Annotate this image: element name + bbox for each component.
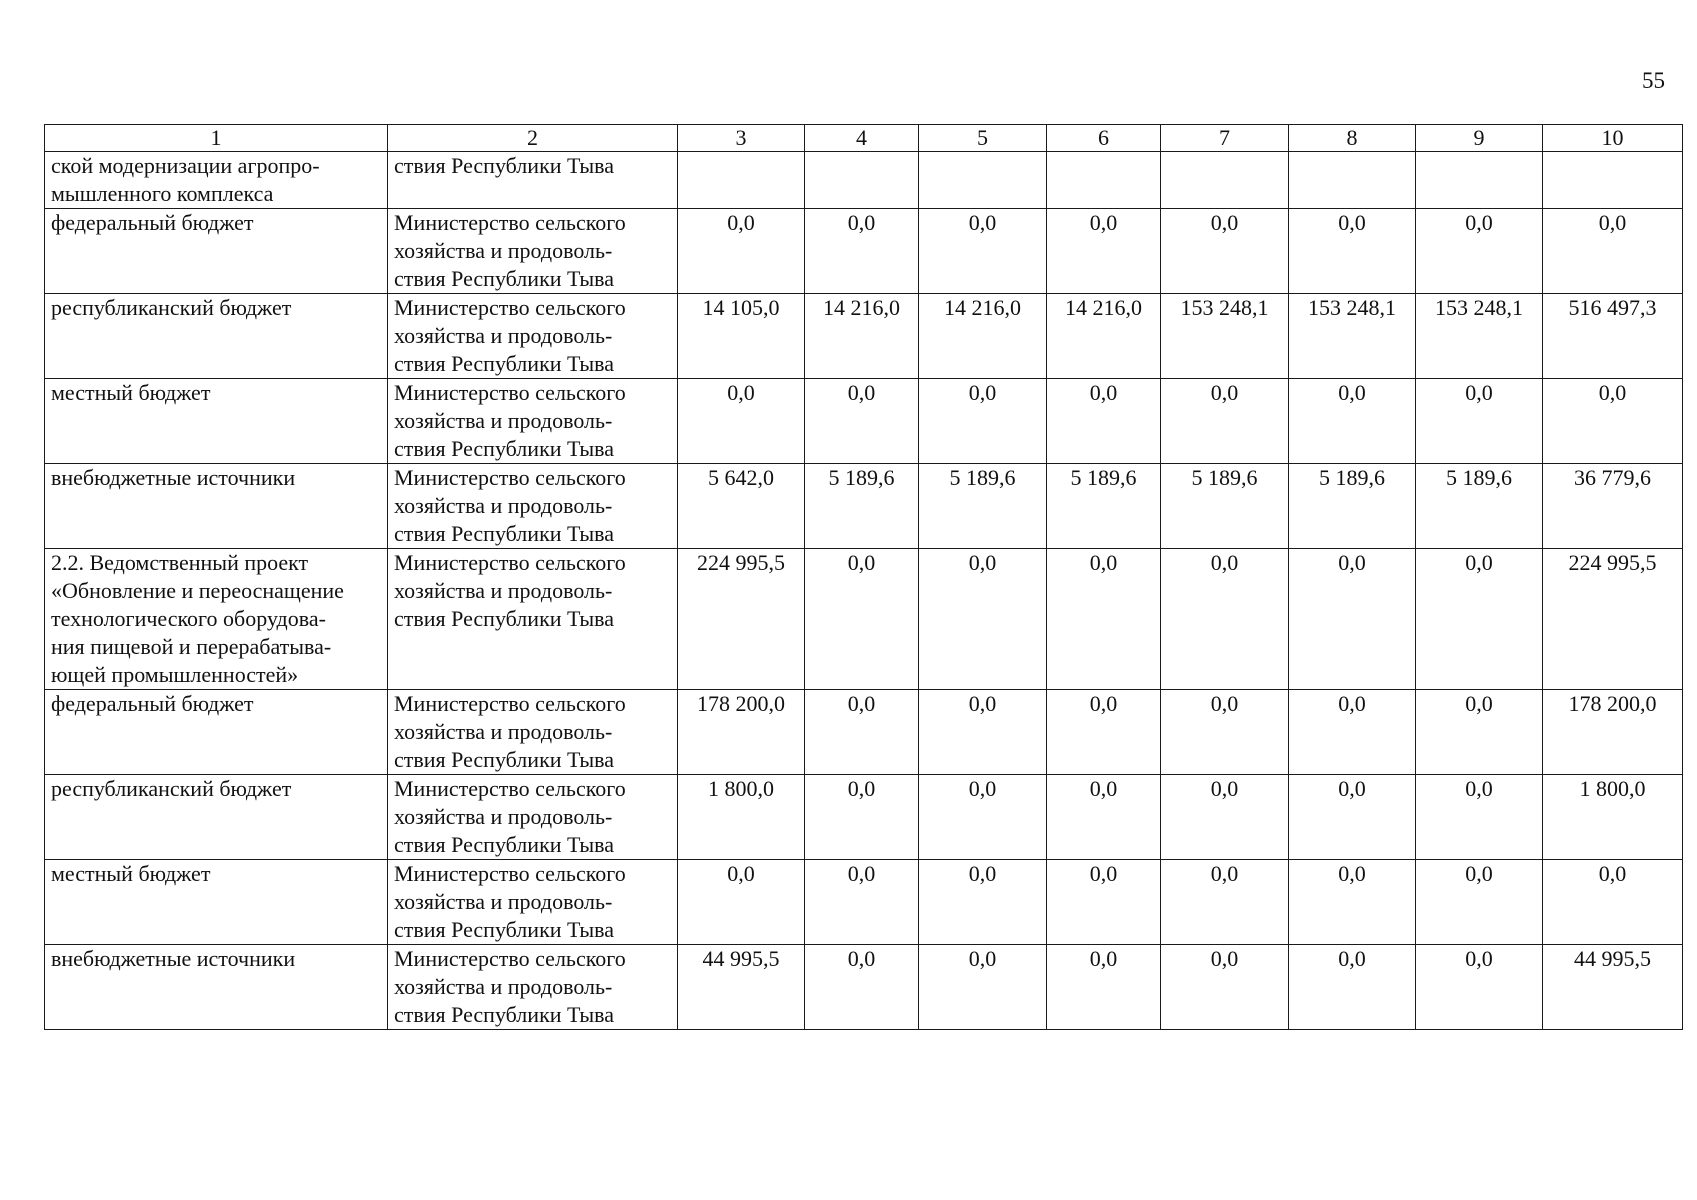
amount-cell: 5 189,6: [1416, 464, 1543, 549]
amount-cell: 516 497,3: [1543, 294, 1683, 379]
amount-cell: 0,0: [805, 945, 919, 1030]
row-name-cell: [45, 549, 388, 690]
responsible-cell: [388, 945, 678, 1030]
row-name-cell: [45, 294, 388, 379]
amount-cell: 0,0: [1289, 860, 1416, 945]
column-header: 4: [805, 125, 919, 152]
row-name-text: федеральный бюджет: [51, 691, 254, 716]
amount-cell: 153 248,1: [1289, 294, 1416, 379]
row-name-cell: [45, 152, 388, 209]
amount-cell: 0,0: [678, 209, 805, 294]
row-name-text: местный бюджет: [51, 380, 211, 405]
amount-cell: 178 200,0: [1543, 690, 1683, 775]
amount-cell: [919, 152, 1047, 209]
amount-cell: 5 189,6: [919, 464, 1047, 549]
amount-cell: 0,0: [1161, 860, 1289, 945]
amount-cell: [805, 152, 919, 209]
amount-cell: 44 995,5: [1543, 945, 1683, 1030]
column-header: 8: [1289, 125, 1416, 152]
row-name-text: внебюджетные источники: [51, 946, 296, 971]
table-row: [45, 379, 1683, 464]
amount-cell: 14 105,0: [678, 294, 805, 379]
amount-cell: 0,0: [1416, 209, 1543, 294]
responsible-cell: [388, 209, 678, 294]
amount-cell: 0,0: [1161, 549, 1289, 690]
amount-cell: [1289, 152, 1416, 209]
amount-cell: 0,0: [1543, 860, 1683, 945]
amount-cell: 0,0: [1289, 209, 1416, 294]
amount-cell: 5 189,6: [1047, 464, 1161, 549]
amount-cell: 0,0: [1416, 775, 1543, 860]
responsible-text: Министерство сельского хозяйства и продоволь- ствия Республики Тыва: [394, 465, 626, 546]
table-row: [45, 464, 1683, 549]
amount-cell: 5 189,6: [1161, 464, 1289, 549]
amount-cell: 0,0: [919, 860, 1047, 945]
amount-cell: 14 216,0: [805, 294, 919, 379]
amount-cell: 0,0: [1416, 690, 1543, 775]
column-header: 2: [388, 125, 678, 152]
row-name-cell: [45, 464, 388, 549]
amount-cell: 0,0: [1289, 945, 1416, 1030]
amount-cell: 0,0: [1543, 209, 1683, 294]
amount-cell: 0,0: [1161, 775, 1289, 860]
column-header: 6: [1047, 125, 1161, 152]
amount-cell: 44 995,5: [678, 945, 805, 1030]
responsible-cell: [388, 152, 678, 209]
amount-cell: 0,0: [1416, 860, 1543, 945]
budget-table: [44, 124, 1683, 1030]
row-name-cell: [45, 379, 388, 464]
column-header: 9: [1416, 125, 1543, 152]
amount-cell: 0,0: [919, 379, 1047, 464]
amount-cell: 14 216,0: [919, 294, 1047, 379]
amount-cell: 224 995,5: [678, 549, 805, 690]
table-row: [45, 209, 1683, 294]
table-row: [45, 860, 1683, 945]
responsible-text: Министерство сельского хозяйства и продоволь- ствия Республики Тыва: [394, 295, 626, 376]
page-number: 55: [1642, 68, 1665, 93]
responsible-cell: [388, 775, 678, 860]
amount-cell: 0,0: [1289, 379, 1416, 464]
column-number-row: [45, 125, 1683, 152]
row-name-cell: [45, 775, 388, 860]
row-name-cell: [45, 945, 388, 1030]
amount-cell: 153 248,1: [1416, 294, 1543, 379]
amount-cell: 0,0: [919, 945, 1047, 1030]
amount-cell: [1047, 152, 1161, 209]
amount-cell: 0,0: [1416, 549, 1543, 690]
responsible-text: Министерство сельского хозяйства и продоволь- ствия Республики Тыва: [394, 691, 626, 772]
amount-cell: 0,0: [1047, 945, 1161, 1030]
row-name-text: республиканский бюджет: [51, 776, 292, 801]
row-name-cell: [45, 209, 388, 294]
amount-cell: 0,0: [919, 775, 1047, 860]
amount-cell: 0,0: [1289, 549, 1416, 690]
amount-cell: 0,0: [1416, 945, 1543, 1030]
amount-cell: 0,0: [1047, 209, 1161, 294]
responsible-cell: [388, 379, 678, 464]
table-row: [45, 152, 1683, 209]
responsible-text: Министерство сельского хозяйства и продоволь- ствия Республики Тыва: [394, 861, 626, 942]
amount-cell: 178 200,0: [678, 690, 805, 775]
amount-cell: 0,0: [919, 209, 1047, 294]
table-row: [45, 294, 1683, 379]
row-name-text: 2.2. Ведомственный проект «Обновление и переоснащение технологического оборудова- ния пищевой и перерабатыва- ющей промышленностей»: [51, 550, 344, 687]
amount-cell: 0,0: [1543, 379, 1683, 464]
amount-cell: [678, 152, 805, 209]
table-row: [45, 690, 1683, 775]
amount-cell: 0,0: [1047, 775, 1161, 860]
column-header: 7: [1161, 125, 1289, 152]
amount-cell: 5 642,0: [678, 464, 805, 549]
amount-cell: 0,0: [1161, 945, 1289, 1030]
table-row: [45, 945, 1683, 1030]
table-row: [45, 775, 1683, 860]
responsible-cell: [388, 860, 678, 945]
amount-cell: 0,0: [805, 860, 919, 945]
amount-cell: 0,0: [1047, 549, 1161, 690]
amount-cell: [1416, 152, 1543, 209]
row-name-cell: [45, 860, 388, 945]
amount-cell: 5 189,6: [1289, 464, 1416, 549]
amount-cell: 0,0: [805, 690, 919, 775]
column-header: 5: [919, 125, 1047, 152]
row-name-text: внебюджетные источники: [51, 465, 296, 490]
column-header: 1: [45, 125, 388, 152]
responsible-text: ствия Республики Тыва: [394, 153, 615, 178]
amount-cell: [1543, 152, 1683, 209]
amount-cell: 0,0: [1161, 379, 1289, 464]
amount-cell: 0,0: [1047, 379, 1161, 464]
amount-cell: 0,0: [1161, 690, 1289, 775]
amount-cell: 0,0: [919, 549, 1047, 690]
amount-cell: 0,0: [678, 860, 805, 945]
row-name-cell: [45, 690, 388, 775]
amount-cell: 5 189,6: [805, 464, 919, 549]
table-body: [45, 152, 1683, 1030]
amount-cell: 0,0: [1416, 379, 1543, 464]
responsible-cell: [388, 690, 678, 775]
responsible-cell: [388, 464, 678, 549]
amount-cell: 14 216,0: [1047, 294, 1161, 379]
amount-cell: 36 779,6: [1543, 464, 1683, 549]
amount-cell: 0,0: [805, 549, 919, 690]
responsible-cell: [388, 294, 678, 379]
amount-cell: 0,0: [1047, 690, 1161, 775]
amount-cell: 153 248,1: [1161, 294, 1289, 379]
amount-cell: 0,0: [805, 209, 919, 294]
amount-cell: 0,0: [919, 690, 1047, 775]
column-header: 3: [678, 125, 805, 152]
amount-cell: 0,0: [805, 379, 919, 464]
amount-cell: 0,0: [1289, 775, 1416, 860]
responsible-text: Министерство сельского хозяйства и продоволь- ствия Республики Тыва: [394, 210, 626, 291]
row-name-text: местный бюджет: [51, 861, 211, 886]
responsible-text: Министерство сельского хозяйства и продоволь- ствия Республики Тыва: [394, 776, 626, 857]
responsible-text: Министерство сельского хозяйства и продоволь- ствия Республики Тыва: [394, 380, 626, 461]
row-name-text: республиканский бюджет: [51, 295, 292, 320]
amount-cell: 1 800,0: [678, 775, 805, 860]
amount-cell: 0,0: [1289, 690, 1416, 775]
responsible-cell: [388, 549, 678, 690]
table-row: [45, 549, 1683, 690]
amount-cell: 0,0: [805, 775, 919, 860]
amount-cell: [1161, 152, 1289, 209]
responsible-text: Министерство сельского хозяйства и продоволь- ствия Республики Тыва: [394, 946, 626, 1027]
amount-cell: 0,0: [1161, 209, 1289, 294]
amount-cell: 1 800,0: [1543, 775, 1683, 860]
amount-cell: 224 995,5: [1543, 549, 1683, 690]
responsible-text: Министерство сельского хозяйства и продоволь- ствия Республики Тыва: [394, 550, 626, 631]
row-name-text: федеральный бюджет: [51, 210, 254, 235]
row-name-text: ской модернизации агропро- мышленного комплекса: [51, 153, 320, 206]
amount-cell: 0,0: [1047, 860, 1161, 945]
column-header: 10: [1543, 125, 1683, 152]
amount-cell: 0,0: [678, 379, 805, 464]
